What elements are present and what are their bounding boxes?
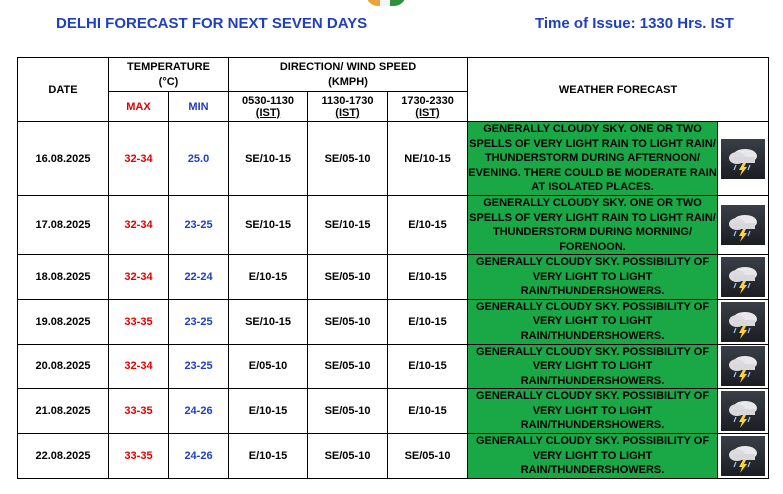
slot-ist-3: (IST) (415, 106, 440, 119)
forecast-text: GENERALLY CLOUDY SKY. POSSIBILITY OF VERY LIGHT TO LIGHT RAIN/THUNDERSHOWERS. (468, 255, 718, 300)
min-temp-cell: 25.0 (169, 122, 229, 196)
wind-cell-2: SE/05-10 (308, 434, 388, 479)
max-temp-cell: 32-34 (109, 344, 169, 389)
table-row (18, 299, 769, 344)
weather-forecast-header: WEATHER FORECAST (468, 58, 769, 122)
slot-header-3 (388, 92, 468, 122)
wind-unit: (KMPH) (328, 75, 368, 88)
weather-icon-cell (718, 122, 769, 196)
wind-cell-1: SE/10-15 (229, 122, 308, 196)
slot-ist-2: (IST) (335, 106, 360, 119)
wind-cell-1: E/10-15 (229, 434, 308, 479)
logo-fragment (366, 0, 406, 6)
min-temp-cell: 23-25 (169, 196, 229, 255)
forecast-text: GENERALLY CLOUDY SKY. ONE OR TWO SPELLS OF VERY LIGHT RAIN TO LIGHT RAIN/ THUNDERSTORM DURING AFTERNOON/ EVENING. THERE COULD BE MODERATE RAIN AT ISOLATED PLACES. (468, 122, 718, 196)
forecast-text: GENERALLY CLOUDY SKY. POSSIBILITY OF VERY LIGHT TO LIGHT RAIN/THUNDERSHOWERS. (468, 344, 718, 389)
date-cell: 18.08.2025 (18, 255, 109, 300)
wind-cell-3: E/10-15 (388, 389, 468, 434)
slot-header-1 (229, 92, 308, 122)
min-temp-cell: 23-25 (169, 344, 229, 389)
weather-icon-cell (718, 389, 769, 434)
wind-cell-1: E/10-15 (229, 255, 308, 300)
forecast-text: GENERALLY CLOUDY SKY. POSSIBILITY OF VERY LIGHT TO LIGHT RAIN/THUNDERSHOWERS. (468, 299, 718, 344)
date-cell: 21.08.2025 (18, 389, 109, 434)
table-row (18, 122, 769, 196)
max-header: MAX (109, 92, 169, 122)
table-row (18, 196, 769, 255)
weather-icon-cell (718, 434, 769, 479)
thunderstorm-cloud-icon (721, 436, 765, 476)
wind-cell-3: SE/05-10 (388, 434, 468, 479)
temperature-unit: (°C) (158, 75, 179, 88)
wind-cell-3: NE/10-15 (388, 122, 468, 196)
table-row (18, 255, 769, 300)
forecast-table (17, 57, 769, 479)
slot-time-1: 0530-1130 (242, 94, 295, 107)
wind-cell-3: E/10-15 (388, 196, 468, 255)
wind-cell-2: SE/05-10 (308, 255, 388, 300)
wind-cell-1: E/05-10 (229, 344, 308, 389)
max-temp-cell: 32-34 (109, 255, 169, 300)
slot-time-2: 1130-1730 (321, 94, 374, 107)
forecast-text: GENERALLY CLOUDY SKY. POSSIBILITY OF VERY LIGHT TO LIGHT RAIN/THUNDERSHOWERS. (468, 389, 718, 434)
wind-cell-3: E/10-15 (388, 255, 468, 300)
weather-icon-cell (718, 255, 769, 300)
date-cell: 22.08.2025 (18, 434, 109, 479)
thunderstorm-cloud-icon (721, 257, 765, 297)
wind-cell-3: E/10-15 (388, 344, 468, 389)
table-row (18, 344, 769, 389)
thunderstorm-cloud-icon (721, 302, 765, 342)
wind-label: DIRECTION/ WIND SPEED (279, 60, 417, 73)
date-cell: 20.08.2025 (18, 344, 109, 389)
wind-cell-2: SE/05-10 (308, 344, 388, 389)
forecast-text: GENERALLY CLOUDY SKY. ONE OR TWO SPELLS OF VERY LIGHT RAIN TO LIGHT RAIN/ THUNDERSTORM DURING MORNING/ FORENOON. (469, 197, 716, 253)
min-temp-cell: 23-25 (169, 299, 229, 344)
temperature-header (109, 58, 229, 92)
wind-cell-2: SE/05-10 (308, 389, 388, 434)
min-temp-cell: 24-26 (169, 389, 229, 434)
wind-cell-2: SE/10-15 (308, 196, 388, 255)
wind-header (229, 58, 468, 92)
table-row (18, 434, 769, 479)
issue-time: Time of Issue: 1330 Hrs. IST (535, 15, 734, 32)
page-title: DELHI FORECAST FOR NEXT SEVEN DAYS (56, 15, 368, 32)
date-cell: 16.08.2025 (18, 122, 109, 196)
weather-icon-cell (718, 196, 769, 255)
thunderstorm-cloud-icon (721, 139, 765, 179)
date-cell: 19.08.2025 (18, 299, 109, 344)
max-temp-cell: 33-35 (109, 434, 169, 479)
max-temp-cell: 33-35 (109, 389, 169, 434)
min-temp-cell: 22-24 (169, 255, 229, 300)
wind-cell-3: E/10-15 (388, 299, 468, 344)
thunderstorm-cloud-icon (721, 391, 765, 431)
max-temp-cell: 32-34 (109, 122, 169, 196)
wind-cell-2: SE/05-10 (308, 299, 388, 344)
table-row (18, 389, 769, 434)
date-header: DATE (18, 58, 109, 122)
temperature-label: TEMPERATURE (127, 60, 210, 73)
slot-ist-1: (IST) (255, 106, 281, 119)
forecast-text: GENERALLY CLOUDY SKY. POSSIBILITY OF VERY LIGHT TO LIGHT RAIN/THUNDERSHOWERS. (468, 434, 718, 479)
thunderstorm-cloud-icon (721, 205, 765, 245)
slot-header-2 (308, 92, 388, 122)
wind-cell-1: SE/10-15 (229, 299, 308, 344)
min-header: MIN (169, 92, 229, 122)
slot-time-3: 1730-2330 (401, 94, 454, 107)
thunderstorm-cloud-icon (721, 346, 765, 386)
weather-icon-cell (718, 299, 769, 344)
max-temp-cell: 33-35 (109, 299, 169, 344)
max-temp-cell: 32-34 (109, 196, 169, 255)
min-temp-cell: 24-26 (169, 434, 229, 479)
date-cell: 17.08.2025 (18, 196, 109, 255)
wind-cell-1: SE/10-15 (229, 196, 308, 255)
wind-cell-2: SE/05-10 (308, 122, 388, 196)
weather-icon-cell (718, 344, 769, 389)
wind-cell-1: E/10-15 (229, 389, 308, 434)
